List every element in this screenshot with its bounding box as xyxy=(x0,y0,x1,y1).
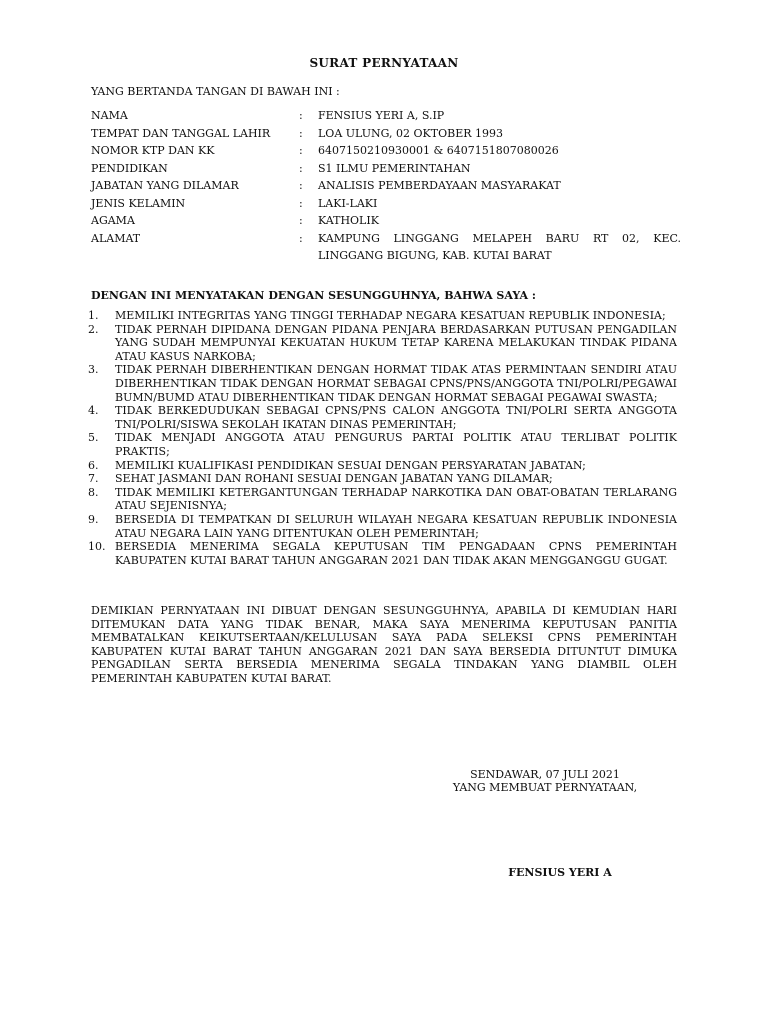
maker-label: YANG MEMBUAT PERNYATAAN, xyxy=(452,781,638,794)
field-label: PENDIDIKAN xyxy=(91,161,168,175)
list-text: BERSEDIA DI TEMPATKAN DI SELURUH WILAYAH NEGARA KESATUAN REPUBLIK INDONESIA ATAU NEGARA LAIN YANG DITENTUKAN OLEH PEMERINTAH; xyxy=(115,512,677,540)
list-item xyxy=(88,512,677,540)
field-colon: : xyxy=(299,231,303,245)
field-row-tempat-tanggal-lahir xyxy=(91,125,681,143)
list-item xyxy=(88,472,677,486)
field-value: LOA ULUNG, 02 OKTOBER 1993 xyxy=(318,126,503,140)
identity-fields xyxy=(91,107,681,265)
list-item xyxy=(88,458,677,473)
place-date: SENDAWAR, 07 JULI 2021 xyxy=(470,768,620,781)
field-value: FENSIUS YERI A, S.IP xyxy=(318,109,445,122)
field-value: S1 ILMU PEMERINTAHAN xyxy=(318,161,471,175)
list-item xyxy=(88,363,677,404)
list-number: 1. xyxy=(88,309,99,322)
field-colon: : xyxy=(299,144,303,157)
list-number: 10. xyxy=(88,540,106,554)
field-colon: : xyxy=(299,214,303,227)
list-text: MEMILIKI INTEGRITAS YANG TINGGI TERHADAP NEGARA KESATUAN REPUBLIK INDONESIA; xyxy=(115,309,666,322)
list-number: 5. xyxy=(88,431,99,445)
list-text: TIDAK MENJADI ANGGOTA ATAU PENGURUS PARTAI POLITIK ATAU TERLIBAT POLITIK PRAKTIS; xyxy=(115,431,677,458)
field-row-pendidikan xyxy=(91,160,681,178)
field-colon: : xyxy=(299,179,303,192)
list-text: MEMILIKI KUALIFIKASI PENDIDIKAN SESUAI DENGAN PERSYARATAN JABATAN; xyxy=(115,458,586,472)
field-label: NOMOR KTP DAN KK xyxy=(91,144,215,157)
list-text: SEHAT JASMANI DAN ROHANI SESUAI DENGAN JABATAN YANG DILAMAR; xyxy=(115,472,553,486)
list-item xyxy=(88,322,677,364)
field-row-nomor-ktp-kk xyxy=(91,142,681,160)
intro-text: YANG BERTANDA TANGAN DI BAWAH INI : xyxy=(91,85,340,98)
field-label: ALAMAT xyxy=(91,231,141,245)
list-text: TIDAK BERKEDUDUKAN SEBAGAI CPNS/PNS CALON ANGGOTA TNI/POLRI SERTA ANGGOTA TNI/POLRI/SISWA SEKOLAH IKATAN DINAS PEMERINTAH; xyxy=(115,404,677,431)
field-row-jabatan xyxy=(91,177,681,195)
field-label: TEMPAT DAN TANGGAL LAHIR xyxy=(91,126,271,140)
list-number: 4. xyxy=(88,404,99,418)
list-item xyxy=(88,431,677,458)
list-text: TIDAK PERNAH DIPIDANA DENGAN PIDANA PENJARA BERDASARKAN PUTUSAN PENGADILAN YANG SUDAH MEMPUNYAI KEKUATAN HUKUM TETAP KARENA MELAKUKAN TINDAK PIDANA ATAU KASUS NARKOBA; xyxy=(115,322,677,363)
field-label: JABATAN YANG DILAMAR xyxy=(91,179,239,192)
field-row-nama xyxy=(91,107,681,125)
list-number: 2. xyxy=(88,322,99,336)
field-value: ANALISIS PEMBERDAYAAN MASYARAKAT xyxy=(318,179,561,192)
field-colon: : xyxy=(299,196,303,210)
list-number: 9. xyxy=(88,512,99,526)
list-item xyxy=(88,404,677,431)
document-title: SURAT PERNYATAAN xyxy=(309,56,459,70)
list-item xyxy=(88,485,677,513)
field-label: JENIS KELAMIN xyxy=(91,196,186,210)
list-number: 7. xyxy=(88,472,99,486)
list-text: TIDAK MEMILIKI KETERGANTUNGAN TERHADAP NARKOTIKA DAN OBAT-OBATAN TERLARANG ATAU SEJENISNYA; xyxy=(115,485,677,513)
field-label: NAMA xyxy=(91,109,128,122)
list-item xyxy=(88,540,677,567)
declaration-list xyxy=(88,309,677,567)
list-text: BERSEDIA MENERIMA SEGALA KEPUTUSAN TIM PENGADAAN CPNS PEMERINTAH KABUPATEN KUTAI BARAT TAHUN ANGGARAN 2021 DAN TIDAK AKAN MENGGANGGU GUGAT. xyxy=(115,540,677,567)
field-label: AGAMA xyxy=(91,214,135,227)
field-colon: : xyxy=(299,161,303,175)
field-row-agama xyxy=(91,212,681,230)
list-text: TIDAK PERNAH DIBERHENTIKAN DENGAN HORMAT TIDAK ATAS PERMINTAAN SENDIRI ATAU DIBERHENTIKAN TIDAK DENGAN HORMAT SEBAGAI CPNS/PNS/ANGGOTA TNI/POLRI/PEGAWAI BUMN/BUMD ATAU DIBERHENTIKAN TIDAK DENGAN HORMAT SEBAGAI PEGAWAI SWASTA; xyxy=(115,363,677,404)
list-number: 8. xyxy=(88,485,99,499)
signer-name: FENSIUS YERI A xyxy=(508,866,612,879)
field-row-alamat xyxy=(91,230,681,265)
field-value: KAMPUNG LINGGANG MELAPEH BARU RT 02, KEC. LINGGANG BIGUNG, KAB. KUTAI BARAT xyxy=(318,231,681,262)
field-value: KATHOLIK xyxy=(318,214,379,227)
field-colon: : xyxy=(299,126,303,140)
field-row-jenis-kelamin xyxy=(91,195,681,213)
closing-paragraph: DEMIKIAN PERNYATAAN INI DIBUAT DENGAN SESUNGGUHNYA, APABILA DI KEMUDIAN HARI DITEMUKAN DATA YANG TIDAK BENAR, MAKA SAYA MENERIMA KEPUTUSAN PANITIA MEMBATALKAN KEIKUTSERTAAN/KELULUSAN SAYA PADA SELEKSI CPNS PEMERINTAH KABUPATEN KUTAI BARAT TAHUN ANGGARAN 2021 DAN SAYA BERSEDIA DITUNTUT DIMUKA PENGADILAN SERTA BERSEDIA MENERIMA SEGALA TINDAKAN YANG DIAMBIL OLEH PEMERINTAH KABUPATEN KUTAI BARAT. xyxy=(91,604,677,685)
field-colon: : xyxy=(299,109,303,122)
list-number: 6. xyxy=(88,458,99,472)
list-item xyxy=(88,309,677,323)
field-value: LAKI-LAKI xyxy=(318,196,378,210)
declaration-heading: DENGAN INI MENYATAKAN DENGAN SESUNGGUHNYA, BAHWA SAYA : xyxy=(91,289,536,302)
field-value: 6407150210930001 & 6407151807080026 xyxy=(318,144,559,157)
list-number: 3. xyxy=(88,363,99,377)
